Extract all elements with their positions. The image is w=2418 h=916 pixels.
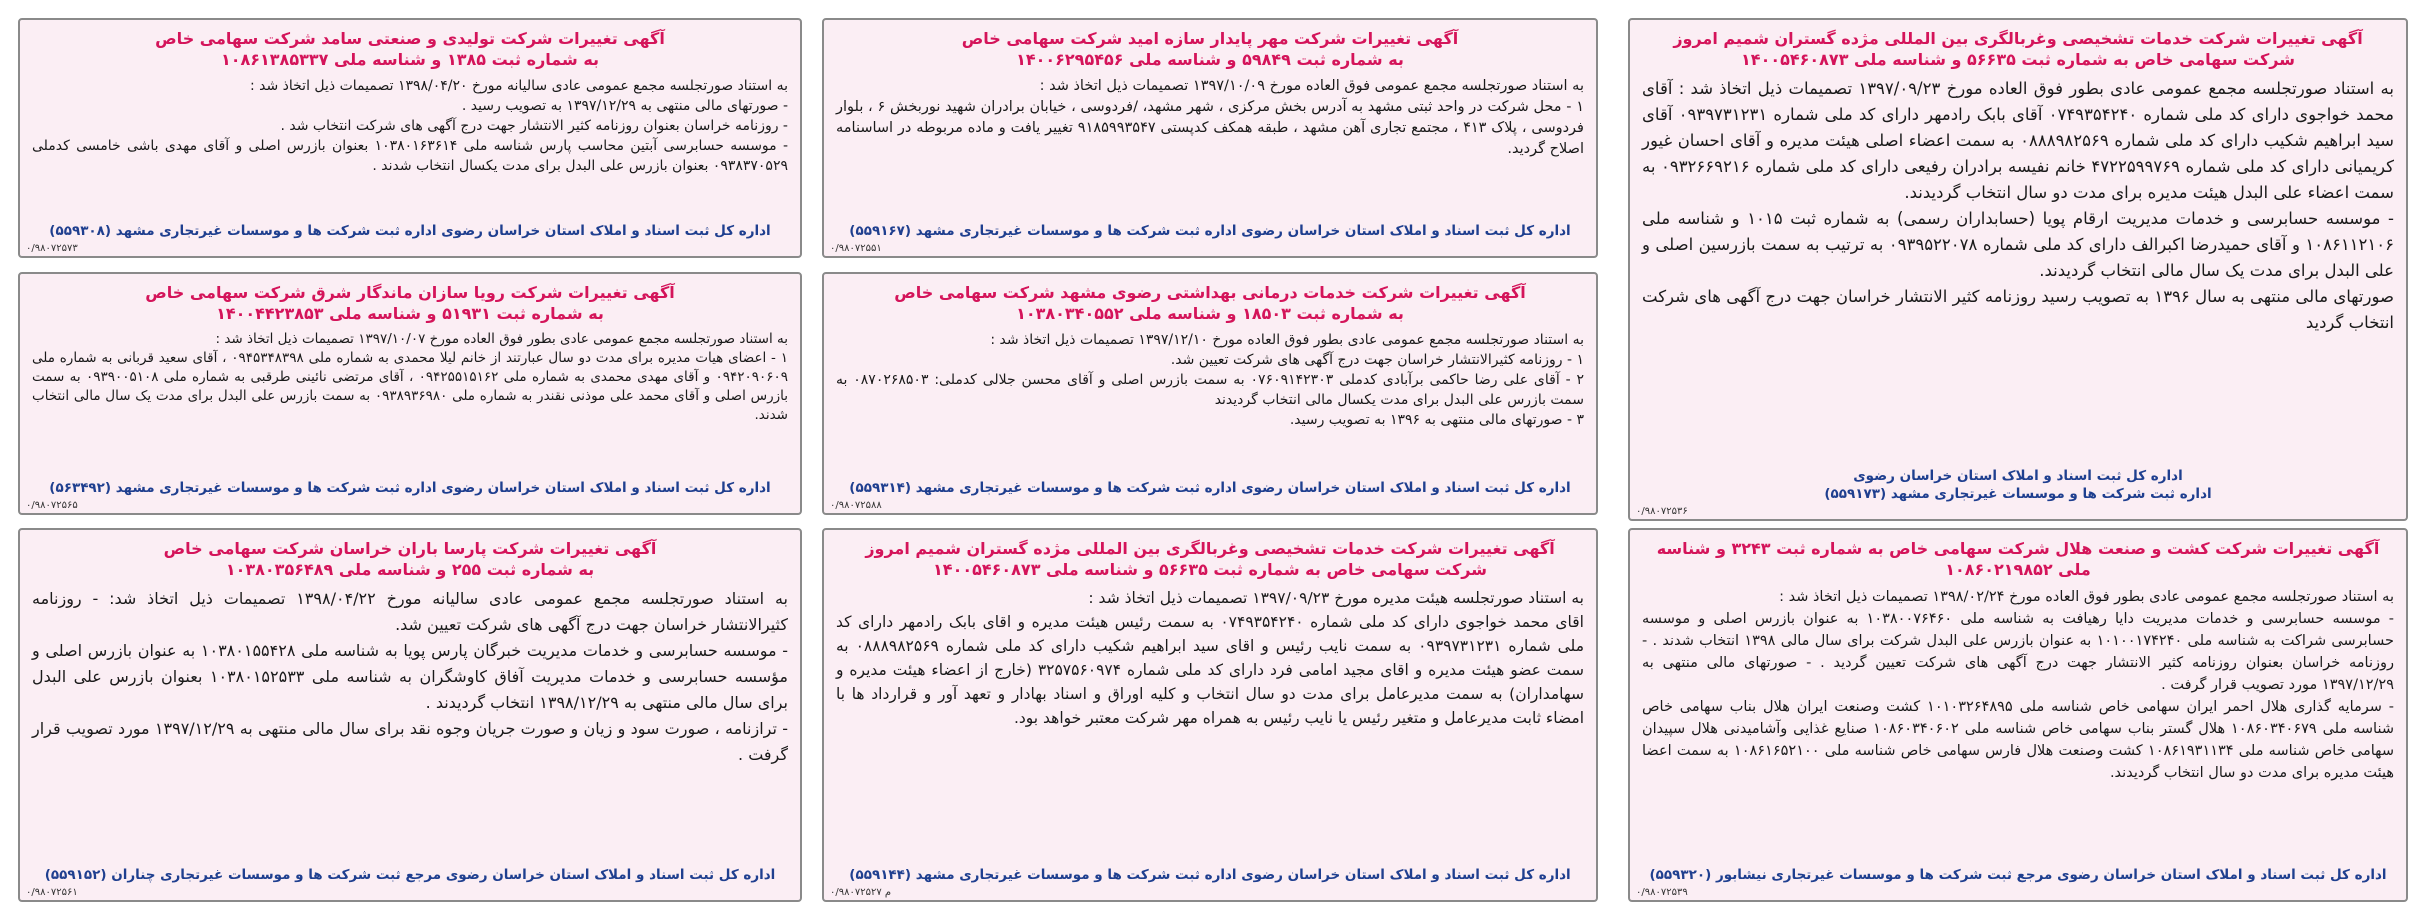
- notice-title: آگهی تغییرات شرکت خدمات درمانی بهداشتی رضوی مشهد شرکت سهامی خاص به شماره ثبت ۱۸۵۰۳ و شناسه ملی ۱۰۳۸۰۳۴۰۵۵۲: [894, 283, 1526, 323]
- notice-footer: اداره کل ثبت اسناد و املاک استان خراسان رضوی اداره ثبت شرکت ها و موسسات غیرتجاری مشهد (۵۵۹۳۱۴): [849, 480, 1571, 496]
- notice-body: به استناد صورتجلسه مجمع عمومی عادی بطور فوق العاده مورخ ۱۳۹۸/۰۲/۲۴ تصمیمات ذیل اتخاذ شد : - موسسه حسابرسی و خدمات مدیریت دایا رهیافت به شناسه ملی ۱۰۳۸۰۰۷۶۴۶۰ به عنوان بازرس اصلی و موسسه حسابرسی شراکت به شناسه ملی ۱۰۱۰۰۱۷۴۲۴۰ به عنوان بازرس علی البدل شرکت برای سال مالی ۱۳۹۸ انتخاب شدند . - روزنامه خراسان بعنوان روزنامه کثیر الانتشار جهت درج آگهی های شرکت تعیین گردید . - صورتهای مالی منتهی به ۱۳۹۷/۱۲/۲۹ مورد تصویب قرار گرفت . - سرمایه گذاری هلال احمر ایران سهامی خاص شناسه ملی ۱۰۱۰۳۲۶۴۸۹۵ کشت وصنعت ایران هلال بناب سهامی خاص شناسه ملی ۱۰۸۶۰۳۴۰۶۷۹ هلال گستر بناب سهامی خاص شناسه ملی ۱۰۸۶۰۳۴۰۶۰۲ صنایع غذایی وآشامیدنی هلال سپیدان سهامی خاص شناسه ملی ۱۰۸۶۱۹۳۱۱۳۴ کشت وصنعت هلال فارس سهامی خاص شناسه ملی ۱۰۸۶۱۶۵۲۱۰۰ به سمت اعضا هیئت مدیره برای مدت دو سال انتخاب گردیدند.: [1642, 589, 2394, 781]
- notice-footer: اداره کل ثبت اسناد و املاک استان خراسان رضوی اداره ثبت شرکت ها و موسسات غیرتجاری مشهد (۵۵۹۱۴۴): [849, 867, 1571, 883]
- notice-code: ۰/۹۸۰۷۲۵۲۷ م: [830, 887, 892, 898]
- notice-footer: اداره کل ثبت اسناد و املاک استان خراسان رضوی اداره ثبت شرکت ها و موسسات غیرتجاری مشهد (۵۵۹۱۷۳): [1824, 468, 2212, 502]
- notice-body: به استناد صورتجلسه مجمع عمومی عادی بطور فوق العاده مورخ ۱۳۹۷/۰۹/۲۳ تصمیمات ذیل اتخاذ شد : آقای محمد خواجوی دارای کد ملی شماره ۰۷۴۹۳۵۴۲۴۰ آقای بابک رادمهر دارای کد ملی شماره ۰۹۳۹۷۳۱۲۳۱ آقای سید ابراهیم شکیب دارای کد ملی شماره ۰۸۸۸۹۸۲۵۶۹ به سمت اعضاء اصلی هیئت مدیره و آقای احسان غیور کریمیانی دارای کد ملی شماره ۴۷۲۲۵۹۹۷۶۹ خانم نفیسه برادران رفیعی دارای کد ملی شماره ۰۹۳۲۶۶۹۲۱۶ به سمت اعضاء علی البدل هیئت مدیره برای مدت دو سال انتخاب گردیدند. - موسسه حسابرسی و خدمات مدیریت ارقام پویا (حسابداران رسمی) به شماره ثبت ۱۰۱۵ و شناسه ملی ۱۰۸۶۱۱۲۱۰۶ و آقای حمیدرضا اکبرالف دارای کد ملی شماره ۰۹۳۹۵۲۲۰۷۸ به ترتیب به سمت بازرسین اصلی و علی البدل برای مدت یک سال مالی انتخاب گردیدند. صورتهای مالی منتهی به سال ۱۳۹۶ به تصویب رسید روزنامه کثیر الانتشار خراسان جهت درج آگهی های شرکت انتخاب گردید: [1642, 79, 2395, 332]
- notice-body: به استناد صورتجلسه مجمع عمومی عادی بطور فوق العاده مورخ ۱۳۹۷/۱۲/۱۰ تصمیمات ذیل اتخاذ شد : ۱ - روزنامه کثیرالانتشار خراسان جهت درج آگهی های شرکت تعیین شد. ۲ - آقای علی رضا حاکمی برآبادی کدملی ۰۷۶۰۹۱۴۲۳۰۳ به سمت بازرس اصلی و آقای محسن جلالی کدملی: ۰۸۷۰۲۶۸۵۰۳ به سمت بازرس علی البدل برای مدت یکسال مالی انتخاب گردیدند ۳ - صورتهای مالی منتهی به ۱۳۹۶ به تصویب رسید.: [836, 332, 1585, 428]
- notice-mehr-paydar-saze-omid: [822, 18, 1598, 258]
- notice-footer: اداره کل ثبت اسناد و املاک استان خراسان رضوی مرجع ثبت شرکت ها و موسسات غیرتجاری نیشابور (۵۵۹۳۲۰): [1649, 867, 2387, 883]
- notice-body: به استناد صورتجلسه هیئت مدیره مورخ ۱۳۹۷/۰۹/۲۳ تصمیمات ذیل اتخاذ شد : اقای محمد خواجوی دارای کد ملی شماره ۰۷۴۹۳۵۴۲۴۰ به سمت رئیس هیئت مدیره و اقای بابک رادمهر دارای کد ملی شماره ۰۹۳۹۷۳۱۲۳۱ به سمت نایب رئیس و اقای سید ابراهیم شکیب دارای کد ملی شماره ۰۸۸۸۹۸۲۵۶۹ به سمت عضو هیئت مدیره و اقای مجید امامی فرد دارای کد ملی شماره ۳۲۵۷۵۶۰۹۷۴ (خارج از اعضاء هیئت مدیره و سهامداران) به سمت مدیرعامل برای مدت دو سال انتخاب و کلیه اوراق و اسناد بهادار و تعهد آور و قرارداد ها با امضاء ثابت مدیرعامل و متغیر رئیس یا نایب رئیس به همراه مهر شرکت معتبر خواهد بود.: [836, 589, 1584, 727]
- notice-body: به استناد صورتجلسه مجمع عمومی عادی بطور فوق العاده مورخ ۱۳۹۷/۱۰/۰۷ تصمیمات ذیل اتخاذ شد : ۱ - اعضای هیات مدیره برای مدت دو سال عبارتند از خانم لیلا محمدی به شماره ملی ۰۹۴۵۳۴۸۳۹۸ ، آقای سعید قربانی به شماره ملی ۰۹۴۲۰۹۰۶۰۹ و آقای مهدی محمدی به شماره ملی ۰۹۴۲۵۵۱۵۱۶۲ ، آقای مرتضی نائینی طرقبی به شماره ملی ۰۹۳۹۰۰۵۱۰۸ به سمت بازرس اصلی و آقای محمد علی موذنی نقندر به شماره ملی ۰۹۳۸۹۳۶۹۸۰ به سمت بازرس علی البدل برای مدت یک سال مالی انتخاب شدند.: [32, 331, 789, 423]
- notice-code: ۰/۹۸۰۷۲۵۳۶: [1636, 506, 1688, 517]
- notice-title: آگهی تغییرات شرکت تولیدی و صنعتی سامد شرکت سهامی خاص به شماره ثبت ۱۳۸۵ و شناسه ملی ۱۰۸۶۱۳۸۵۳۳۷: [155, 29, 665, 69]
- notice-code: ۰/۹۸۰۷۲۵۳۹: [1636, 887, 1688, 898]
- notice-title: آگهی تغییرات شرکت کشت و صنعت هلال شرکت سهامی خاص به شماره ثبت ۳۲۴۳ و شناسه ملی ۱۰۸۶۰۲۱۹۸۵۲: [1656, 539, 2380, 579]
- notice-footer: اداره کل ثبت اسناد و املاک استان خراسان رضوی اداره ثبت شرکت ها و موسسات غیرتجاری مشهد (۵۶۳۴۹۲): [49, 480, 771, 496]
- notice-code: ۰/۹۸۰۷۲۵۸۸: [830, 500, 882, 511]
- notice-code: ۰/۹۸۰۷۲۵۶۵: [26, 500, 78, 511]
- notice-code: ۰/۹۸۰۷۲۵۷۳: [26, 243, 78, 254]
- notice-shamim-emrooz-general-assembly: [1628, 18, 2408, 521]
- notice-code: ۰/۹۸۰۷۲۵۵۱: [830, 243, 882, 254]
- notice-title: آگهی تغییرات شرکت پارسا باران خراسان شرکت سهامی خاص به شماره ثبت ۲۵۵ و شناسه ملی ۱۰۳۸۰۳۵۶۴۸۹: [163, 539, 657, 579]
- notice-footer: اداره کل ثبت اسناد و املاک استان خراسان رضوی مرجع ثبت شرکت ها و موسسات غیرتجاری چناران (۵۵۹۱۵۲): [44, 867, 776, 883]
- notice-code: ۰/۹۸۰۷۲۵۶۱: [26, 887, 78, 898]
- notice-roya-sazan-mandegar: [18, 272, 802, 515]
- notice-footer: اداره کل ثبت اسناد و املاک استان خراسان رضوی اداره ثبت شرکت ها و موسسات غیرتجاری مشهد (۵۵۹۱۶۷): [849, 223, 1571, 239]
- notice-body: به استناد صورتجلسه مجمع عمومی عادی سالیانه مورخ ۱۳۹۸/۰۴/۲۲ تصمیمات ذیل اتخاذ شد: - روزنامه کثیرالانتشار خراسان جهت درج آگهی های شرکت تعیین شد. - موسسه حسابرسی و خدمات مدیریت خبرگان پارس پویا به شناسه ملی ۱۰۳۸۰۱۵۵۴۲۸ به عنوان بازرس اصلی و مؤسسه حسابرسی و خدمات مدیریت آفاق کاوشگران به شناسه ملی ۱۰۳۸۰۱۵۲۵۳۳ بعنوان بازرس علی البدل برای سال مالی منتهی به ۱۳۹۸/۱۲/۲۹ انتخاب گردیدند . - ترازنامه ، صورت سود و زیان و صورت جریان وجوه نقد برای سال مالی منتهی به ۱۳۹۷/۱۲/۲۹ مورد تصویب قرار گرفت .: [32, 589, 789, 764]
- notice-razavi-health-services: [822, 272, 1598, 515]
- notice-body: به استناد صورتجلسه مجمع عمومی عادی سالیانه مورخ ۱۳۹۸/۰۴/۲۰ تصمیمات ذیل اتخاذ شد : - صورتهای مالی منتهی به ۱۳۹۷/۱۲/۲۹ به تصویب رسید . - روزنامه خراسان بعنوان روزنامه کثیر الانتشار جهت درج آگهی های شرکت انتخاب شد . - موسسه حسابرسی آبتین محاسب پارس شناسه ملی ۱۰۳۸۰۱۶۳۶۱۴ بعنوان بازرس اصلی و آقای مهدی باشی خامسی کدملی ۰۹۳۸۳۷۰۵۲۹ بعنوان بازرس علی البدل برای مدت یکسال انتخاب شدند .: [32, 78, 789, 174]
- notice-helal-agro-industry: [1628, 528, 2408, 902]
- notice-title: آگهی تغییرات شرکت مهر پایدار سازه امید شرکت سهامی خاص به شماره ثبت ۵۹۸۴۹ و شناسه ملی ۱۴۰۰۶۲۹۵۴۵۶: [961, 29, 1459, 69]
- notice-title: آگهی تغییرات شرکت خدمات تشخیصی وغربالگری بین المللی مژده گستران شمیم امروز شرکت سهامی خاص به شماره ثبت ۵۶۶۳۵ و شناسه ملی ۱۴۰۰۵۴۶۰۸۷۳: [865, 539, 1555, 579]
- notice-parsa-baran-khorasan: [18, 528, 802, 902]
- notice-footer: اداره کل ثبت اسناد و املاک استان خراسان رضوی اداره ثبت شرکت ها و موسسات غیرتجاری مشهد (۵۵۹۳۰۸): [49, 223, 771, 239]
- notice-title: آگهی تغییرات شرکت خدمات تشخیصی وغربالگری بین المللی مژده گستران شمیم امروز شرکت سهامی خاص به شماره ثبت ۵۶۶۳۵ و شناسه ملی ۱۴۰۰۵۴۶۰۸۷۳: [1673, 29, 2363, 69]
- notice-samed-industrial: [18, 18, 802, 258]
- notice-body: به استناد صورتجلسه مجمع عمومی فوق العاده مورخ ۱۳۹۷/۱۰/۰۹ تصمیمات ذیل اتخاذ شد : ۱ - محل شرکت در واحد ثبتی مشهد به آدرس بخش مرکزی ، شهر مشهد، /فردوسی ، خیابان برادران شهید نوربخش ۶ ، بلوار فردوسی ، پلاک ۴۱۳ ، مجتمع تجاری آهن مشهد ، طبقه همکف کدپستی ۹۱۸۵۹۹۳۵۴۷ تغییر یافت و ماده مربوطه در اساسنامه اصلاح گردید.: [836, 78, 1584, 157]
- notice-title: آگهی تغییرات شرکت رویا سازان ماندگار شرق شرکت سهامی خاص به شماره ثبت ۵۱۹۳۱ و شناسه ملی ۱۴۰۰۴۴۲۳۸۵۳: [145, 283, 675, 323]
- notice-shamim-emrooz-board-meeting: [822, 528, 1598, 902]
